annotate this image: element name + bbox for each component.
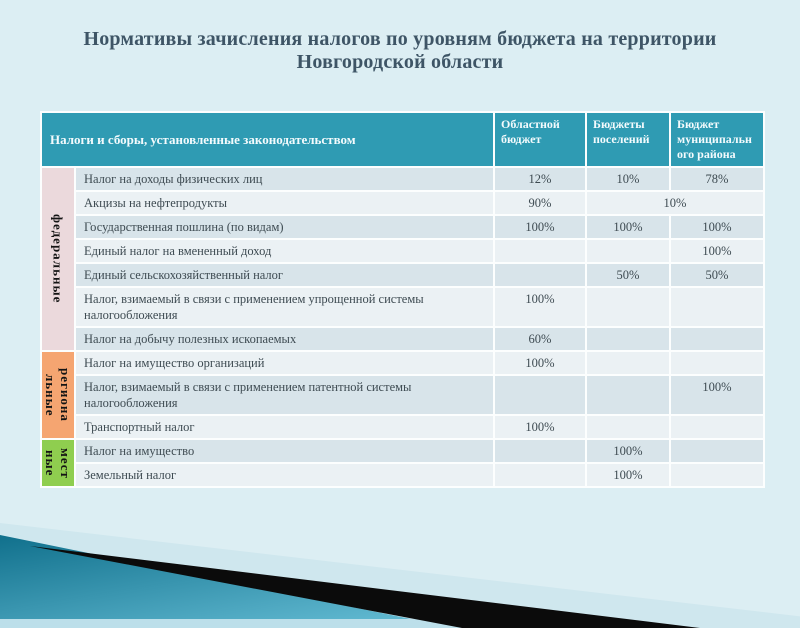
- tax-name-cell: Налог на имущество: [75, 439, 494, 463]
- percent-cell: [670, 415, 764, 439]
- percent-cell: [494, 463, 586, 487]
- header-cell-raion-budget: Бюджет муниципального района: [670, 112, 764, 167]
- table-row: [41, 191, 764, 215]
- percent-cell: [670, 327, 764, 351]
- bottom-swoosh-decoration: [0, 518, 800, 628]
- pale-wedge: [0, 523, 800, 628]
- black-stripe: [30, 546, 700, 628]
- percent-cell: [586, 239, 670, 263]
- percent-cell: 100%: [494, 215, 586, 239]
- percent-cell: [586, 375, 670, 415]
- tax-name-cell: Единый налог на вмененный доход: [75, 239, 494, 263]
- table-row: [41, 463, 764, 487]
- header-cell-taxes: Налоги и сборы, установленные законодательством: [41, 112, 494, 167]
- group-label-local-text: мест ные: [43, 447, 73, 479]
- tax-name-cell: Налог, взимаемый в связи с применением патентной системы налогообложения: [75, 375, 494, 415]
- percent-cell: [586, 327, 670, 351]
- percent-cell: [494, 439, 586, 463]
- group-label-federal-text: федеральные: [50, 214, 66, 304]
- percent-cell: 100%: [494, 415, 586, 439]
- tax-table: [40, 111, 765, 488]
- percent-cell: 100%: [494, 287, 586, 327]
- table-row: [41, 415, 764, 439]
- bottom-strip: [0, 619, 487, 628]
- table-row: [41, 327, 764, 351]
- percent-cell: [494, 239, 586, 263]
- percent-cell: [494, 263, 586, 287]
- rotated-label-wrap: [42, 352, 74, 438]
- rotated-label-wrap: [42, 442, 74, 484]
- tax-name-cell: Налог на имущество организаций: [75, 351, 494, 375]
- tax-name-cell: Налог на добычу полезных ископаемых: [75, 327, 494, 351]
- percent-cell: 100%: [586, 439, 670, 463]
- percent-cell: 100%: [494, 351, 586, 375]
- percent-cell: 100%: [586, 463, 670, 487]
- percent-cell: [670, 439, 764, 463]
- percent-cell: 100%: [670, 215, 764, 239]
- percent-cell: [586, 287, 670, 327]
- tax-name-cell: Акцизы на нефтепродукты: [75, 191, 494, 215]
- percent-cell: [670, 351, 764, 375]
- table-row: [41, 439, 764, 463]
- group-label-local: [41, 439, 75, 487]
- percent-cell: 50%: [670, 263, 764, 287]
- header-cell-poselenie-budget: Бюджеты поселений: [586, 112, 670, 167]
- group-label-regional-text: региона льные: [43, 368, 73, 422]
- percent-cell: 90%: [494, 191, 586, 215]
- slide-title: Нормативы зачисления налогов по уровням бюджета на территории Новгородской области: [83, 28, 717, 73]
- percent-cell: [586, 351, 670, 375]
- tax-name-cell: Единый сельскохозяйственный налог: [75, 263, 494, 287]
- group-label-federal: [41, 167, 75, 351]
- percent-cell: 100%: [670, 375, 764, 415]
- percent-cell: 10%: [586, 167, 670, 191]
- percent-cell-merged: 10%: [586, 191, 764, 215]
- percent-cell: 100%: [586, 215, 670, 239]
- percent-cell: 60%: [494, 327, 586, 351]
- tax-name-cell: Налог на доходы физических лиц: [75, 167, 494, 191]
- percent-cell: [670, 287, 764, 327]
- percent-cell: 100%: [670, 239, 764, 263]
- percent-cell: [586, 415, 670, 439]
- percent-cell: [494, 375, 586, 415]
- header-row: [41, 112, 764, 167]
- tax-name-cell: Налог, взимаемый в связи с применением упрощенной системы налогообложения: [75, 287, 494, 327]
- percent-cell: 12%: [494, 167, 586, 191]
- table-row: [41, 167, 764, 191]
- percent-cell: [670, 463, 764, 487]
- table-row: [41, 215, 764, 239]
- table-row: [41, 351, 764, 375]
- percent-cell: 78%: [670, 167, 764, 191]
- table-row: [41, 375, 764, 415]
- group-label-regional: [41, 351, 75, 439]
- rotated-label-wrap: [42, 169, 74, 349]
- header-cell-oblast-budget: Областной бюджет: [494, 112, 586, 167]
- tax-table-container: [40, 111, 765, 488]
- percent-cell: 50%: [586, 263, 670, 287]
- table-row: [41, 263, 764, 287]
- teal-wedge: [0, 535, 455, 628]
- tax-name-cell: Земельный налог: [75, 463, 494, 487]
- tax-name-cell: Государственная пошлина (по видам): [75, 215, 494, 239]
- slide: [0, 28, 800, 628]
- tax-name-cell: Транспортный налог: [75, 415, 494, 439]
- table-row: [41, 287, 764, 327]
- table-row: [41, 239, 764, 263]
